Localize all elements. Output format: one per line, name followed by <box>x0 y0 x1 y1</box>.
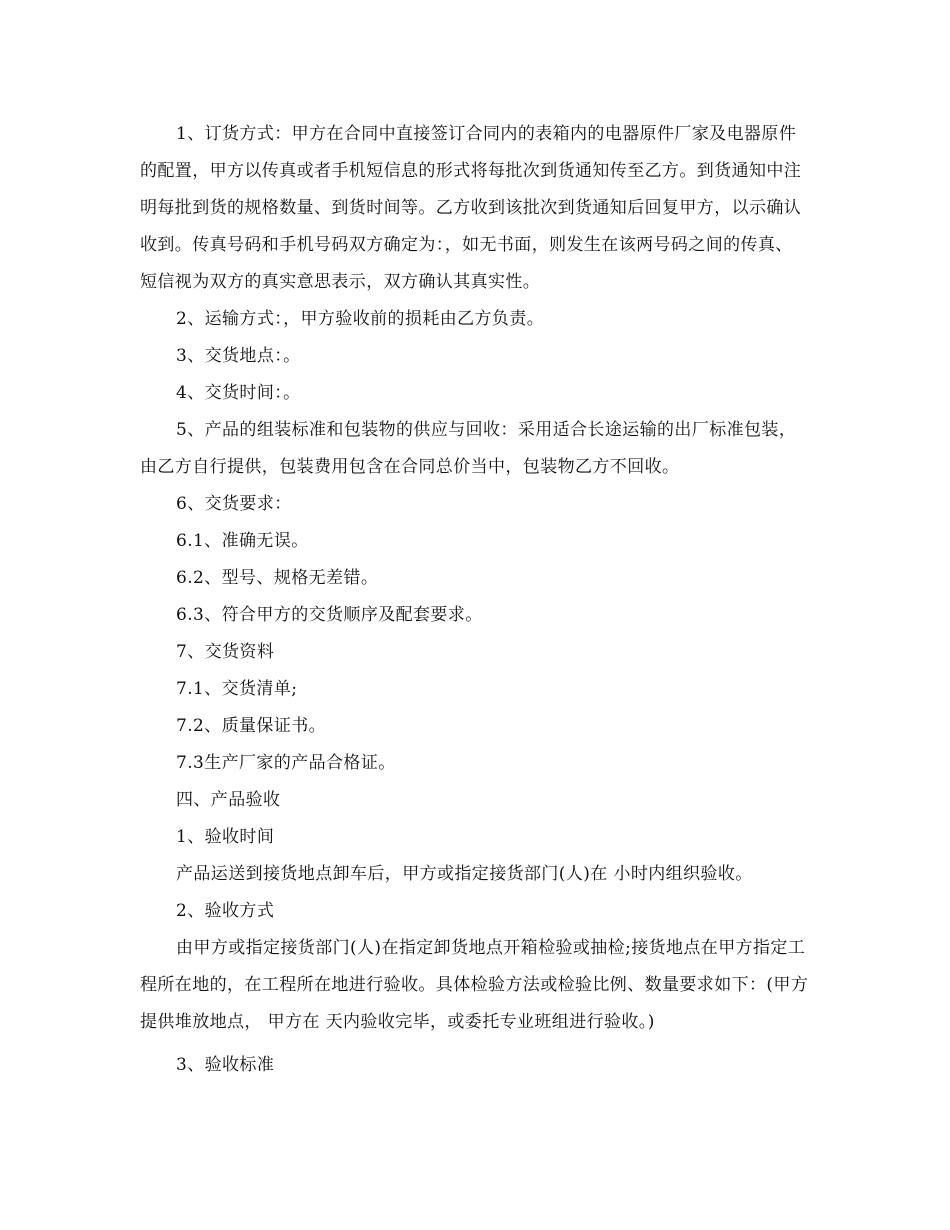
paragraph-acceptance-standard-heading: 3、验收标准 <box>176 1055 275 1075</box>
paragraph-document-7-3: 7.3生产厂家的产品合格证。 <box>176 753 396 773</box>
paragraph-ordering-method: 1、订货方式：甲方在合同中直接签订合同内的表箱内的电器原件厂家及电器原件的配置，甲方以传真或者手机短信息的形式将每批次到货通知传至乙方。到货通知中注明每批到货的规格数量、到货时间等。乙方收到该批次到货通知后回复甲方，以示确认收到。传真号码和手机号码双方确定为：，如无书面，则发生在该两号码之间的传真、短信视为双方的真实意思表示，双方确认其真实性。 <box>140 124 802 292</box>
paragraph-packaging-standard: 5、产品的组装标准和包装物的供应与回收：采用适合长途运输的出厂标准包装，由乙方自行提供，包装费用包含在合同总价当中，包装物乙方不回收。 <box>140 420 797 477</box>
paragraph-requirement-6-1: 6.1、准确无误。 <box>176 531 309 551</box>
paragraph-document-7-1: 7.1、交货清单; <box>176 679 298 699</box>
paragraph-delivery-documents: 7、交货资料 <box>176 642 275 662</box>
paragraph-delivery-requirements: 6、交货要求： <box>176 494 292 514</box>
paragraph-acceptance-method-heading: 2、验收方式 <box>176 901 275 921</box>
paragraph-document-7-2: 7.2、质量保证书。 <box>176 716 327 736</box>
paragraph-acceptance-time-body: 产品运送到接货地点卸车后，甲方或指定接货部门(人)在 小时内组织验收。 <box>176 864 753 884</box>
document-body <box>140 116 810 1084</box>
paragraph-delivery-time: 4、交货时间：。 <box>176 383 301 403</box>
paragraph-delivery-location: 3、交货地点：。 <box>176 346 301 366</box>
paragraph-requirement-6-2: 6.2、型号、规格无差错。 <box>176 568 379 588</box>
paragraph-acceptance-method-body: 由甲方或指定接货部门(人)在指定卸货地点开箱检验或抽检;接货地点在甲方指定工程所在地的，在工程所在地进行验收。具体检验方法或检验比例、数量要求如下：(甲方提供堆放地点， 甲方在 天内验收完毕，或委托专业班组进行验收。) <box>140 938 809 1032</box>
paragraph-transport-method: 2、运输方式：，甲方验收前的损耗由乙方负责。 <box>176 309 545 329</box>
section-heading-product-acceptance: 四、产品验收 <box>176 790 281 810</box>
paragraph-acceptance-time-heading: 1、验收时间 <box>176 827 275 847</box>
paragraph-requirement-6-3: 6.3、符合甲方的交货顺序及配套要求。 <box>176 605 483 625</box>
